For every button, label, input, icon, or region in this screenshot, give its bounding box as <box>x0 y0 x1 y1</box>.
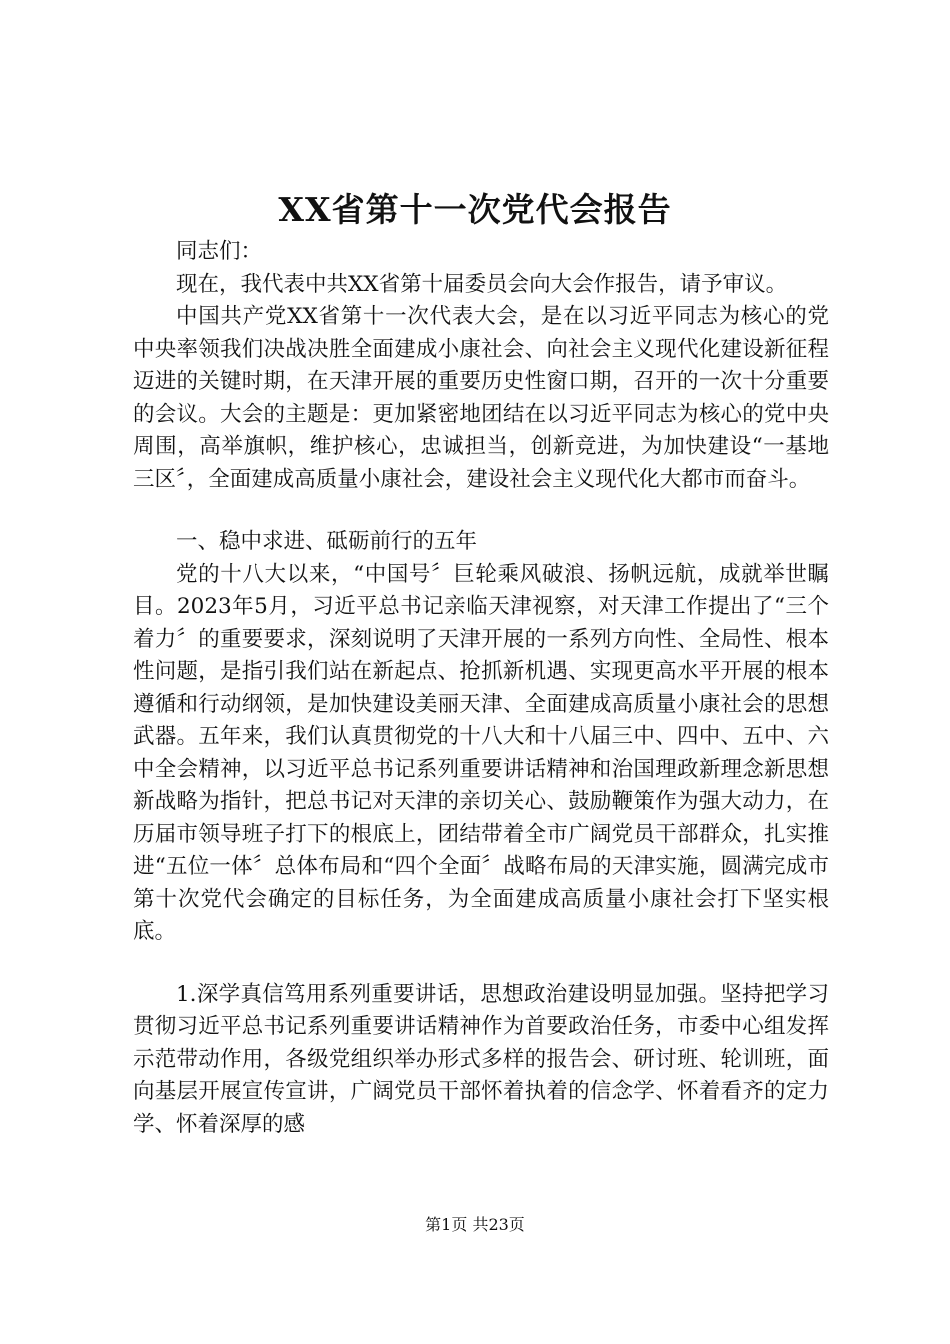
salutation: 同志们： <box>176 239 263 264</box>
paragraph-gap <box>133 949 829 979</box>
opening-paragraph: 中国共产党XX省第十一次代表大会，是在以习近平同志为核心的党中央率领我们决战决胜全面建成小康社会、向社会主义现代化建设新征程迈进的关键时期，在天津开展的重要历史性窗口期，召开的一次十分重要的会议。大会的主题是：更加紧密地团结在以习近平同志为核心的党中央周围，高举旗帜，维护核心，忠诚担当，创新竞进，为加快建设“一基地三区〞，全面建成高质量小康社会，建设社会主义现代化大都市而奋斗。 <box>133 304 829 492</box>
document-body <box>133 236 829 1141</box>
document-title: XX省第十一次党代会报告 <box>278 190 672 229</box>
intro-paragraph: 现在，我代表中共XX省第十届委员会向大会作报告，请予审议。 <box>176 271 788 297</box>
section-paragraph: 党的十八大以来，“中国号〞巨轮乘风破浪、扬帆远航，成就举世瞩目。2023年5月，习近平总书记亲临天津视察，对天津工作提出了“三个着力〞的重要要求，深刻说明了天津开展的一系列方向性、全局性、根本性问题，是指引我们站在新起点、抢抓新机遇、实现更高水平开展的根本遵循和行动纲领，是加快建设美丽天津、全面建成高质量小康社会的思想武器。五年来，我们认真贯彻党的十八大和十八届三中、四中、五中、六中全会精神，以习近平总书记系列重要讲话精神和治国理政新理念新思想新战略为指针，把总书记对天津的亲切关心、鼓励鞭策作为强大动力，在历届市领导班子打下的根底上，团结带着全市广阔党员干部群众，扎实推进“五位一体〞总体布局和“四个全面〞战略布局的天津实施，圆满完成市第十次党代会确定的目标任务，为全面建成高质量小康社会打下坚实根底。 <box>133 561 829 944</box>
section-heading: 一、稳中求进、砥砺前行的五年 <box>176 529 478 554</box>
paragraph-gap <box>133 496 829 526</box>
item-1-paragraph: 1.深学真信笃用系列重要讲话，思想政治建设明显加强。坚持把学习贯彻习近平总书记系列重要讲话精神作为首要政治任务，市委中心组发挥示范带动作用，各级党组织举办形式多样的报告会、研讨班、轮训班，面向基层开展宣传宣讲，广阔党员干部怀着执着的信念学、怀着看齐的定力学、怀着深厚的感 <box>133 981 829 1137</box>
page-footer: 第1页 共23页 <box>425 1215 525 1234</box>
